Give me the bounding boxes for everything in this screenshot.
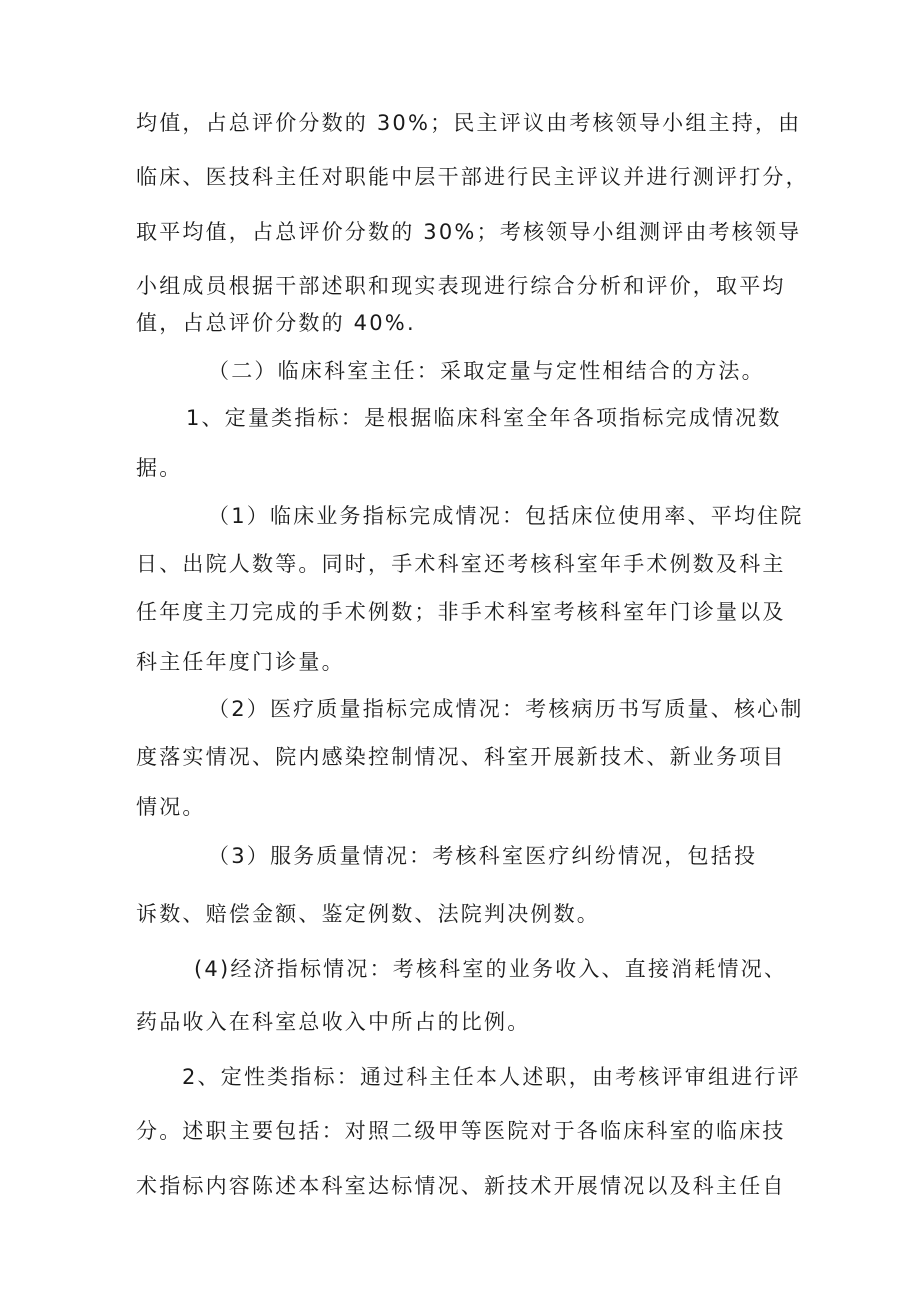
text-line: （1）临床业务指标完成情况：包括床位使用率、平均住院 [208, 504, 804, 528]
text-line: （2）医疗质量指标完成情况：考核病历书写质量、核心制 [208, 697, 804, 721]
text-line: 取平均值，占总评价分数的 30%；考核领导小组测评由考核领导 [136, 220, 802, 244]
text-line: 日、出院人数等。同时，手术科室还考核科室年手术例数及科主 [136, 552, 786, 576]
text-line: 据。 [136, 456, 183, 480]
text-line: 术指标内容陈述本科室达标情况、新技术开展情况以及科主任自 [136, 1174, 786, 1198]
text-line: (4)经济指标情况：考核科室的业务收入、直接消耗情况、 [194, 957, 788, 981]
text-line: 药品收入在科室总收入中所占的比例。 [136, 1010, 531, 1034]
text-line: 小组成员根据干部述职和现实表现进行综合分析和评价，取平均 [136, 274, 786, 298]
text-line: 分。述职主要包括：对照二级甲等医院对于各临床科室的临床技 [136, 1119, 786, 1143]
text-line: 值，占总评价分数的 40%. [136, 311, 416, 335]
text-line: 均值，占总评价分数的 30%；民主评议由考核领导小组主持，由 [136, 111, 802, 135]
text-line: 任年度主刀完成的手术例数；非手术科室考核科室年门诊量以及 [136, 600, 786, 624]
section-heading: （二）临床科室主任：采取定量与定性相结合的方法。 [208, 359, 765, 383]
section-heading: 2、定性类指标：通过科主任本人述职，由考核评审组进行评 [182, 1065, 801, 1089]
text-line: 临床、医技科主任对职能中层干部进行民主评议并进行测评打分， [136, 165, 809, 189]
text-line: 1、定量类指标：是根据临床科室全年各项指标完成情况数 [186, 406, 782, 430]
text-line: 诉数、赔偿金额、鉴定例数、法院判决例数。 [136, 902, 600, 926]
text-line: 度落实情况、院内感染控制情况、科室开展新技术、新业务项目 [136, 745, 786, 769]
text-line: 科主任年度门诊量。 [136, 650, 345, 674]
text-line: （3）服务质量情况：考核科室医疗纠纷情况，包括投 [208, 844, 758, 868]
text-line: 情况。 [136, 795, 206, 819]
